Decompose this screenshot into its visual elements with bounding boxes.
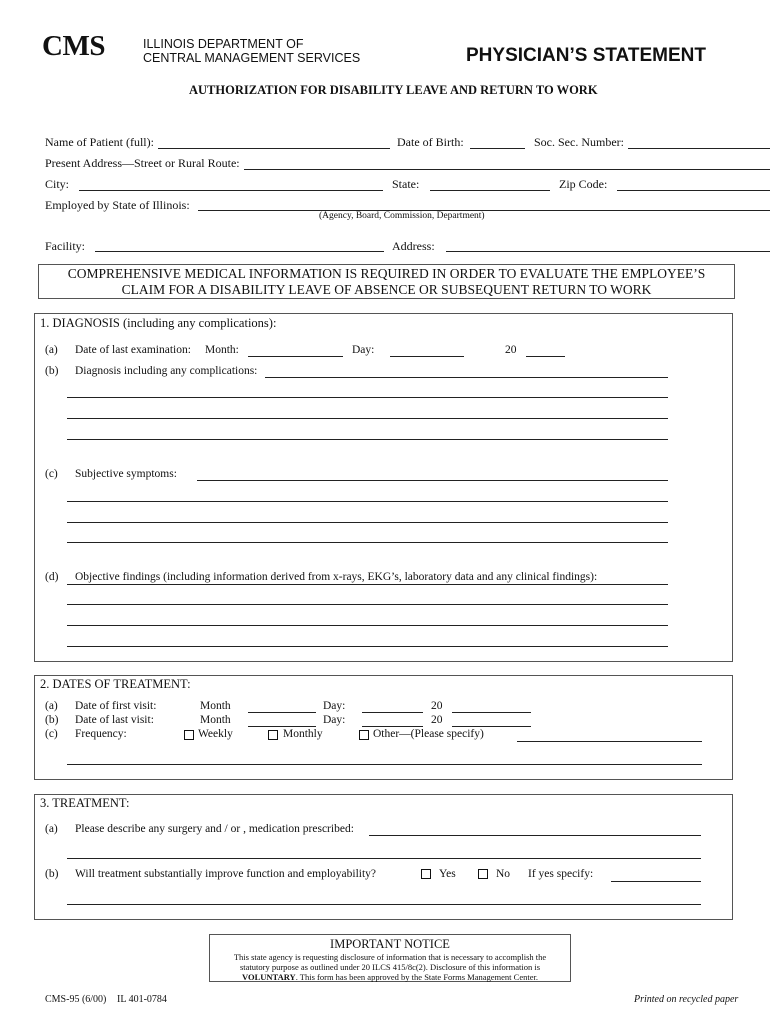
- treatment-b-marker: (b): [45, 868, 59, 880]
- voluntary-text: VOLUNTARY: [242, 972, 296, 982]
- last-exam-day-field[interactable]: [390, 356, 464, 357]
- frequency-label: Frequency:: [75, 728, 127, 740]
- no-checkbox[interactable]: [478, 869, 488, 879]
- city-field[interactable]: [79, 190, 383, 191]
- first-visit-year-prefix: 20: [431, 700, 443, 712]
- diagnosis-field-3[interactable]: [67, 418, 668, 419]
- state-field[interactable]: [430, 190, 550, 191]
- diagnosis-b-marker: (b): [45, 365, 59, 377]
- last-visit-day-field[interactable]: [362, 726, 423, 727]
- last-exam-label: Date of last examination:: [75, 344, 191, 356]
- subjective-symptoms-field-1[interactable]: [197, 480, 668, 481]
- monthly-label: Monthly: [283, 728, 323, 740]
- zip-code-label: Zip Code:: [559, 177, 608, 191]
- objective-findings-label: Objective findings (including information derived from x-rays, EKG’s, laboratory data and any clinical findings):: [75, 571, 598, 583]
- city-label: City:: [45, 177, 70, 191]
- other-label: Other—(Please specify): [373, 728, 484, 740]
- form-subtitle: AUTHORIZATION FOR DISABILITY LEAVE AND RETURN TO WORK: [189, 83, 598, 97]
- cms-logo: CMS: [42, 30, 105, 62]
- last-exam-day-label: Day:: [352, 344, 375, 356]
- if-yes-specify-label: If yes specify:: [528, 868, 594, 880]
- facility-label: Facility:: [45, 239, 85, 253]
- first-visit-year-field[interactable]: [452, 712, 531, 713]
- improve-function-label: Will treatment substantially improve function and employability?: [75, 868, 377, 880]
- weekly-checkbox[interactable]: [184, 730, 194, 740]
- department-name-line1: ILLINOIS DEPARTMENT OF: [143, 37, 304, 51]
- subjective-symptoms-label: Subjective symptoms:: [75, 468, 177, 480]
- yes-label: Yes: [439, 868, 456, 880]
- il-number: IL 401-0784: [117, 994, 167, 1005]
- objective-findings-field-1[interactable]: [67, 584, 668, 585]
- last-visit-label: Date of last visit:: [75, 714, 154, 726]
- diagnosis-field-4[interactable]: [67, 439, 668, 440]
- zip-code-field[interactable]: [617, 190, 770, 191]
- banner-line2: CLAIM FOR A DISABILITY LEAVE OF ABSENCE OR SUBSEQUENT RETURN TO WORK: [121, 282, 652, 297]
- notice-line1: This state agency is requesting disclosure of information that is necessary to accomplish the: [233, 952, 547, 962]
- last-visit-month-label: Month: [200, 714, 231, 726]
- patient-name-label: Name of Patient (full):: [45, 135, 154, 149]
- subjective-symptoms-field-3[interactable]: [67, 522, 668, 523]
- diagnosis-d-marker: (d): [45, 571, 59, 583]
- last-visit-year-prefix: 20: [431, 714, 443, 726]
- surgery-medication-field-1[interactable]: [369, 835, 701, 836]
- first-visit-day-label: Day:: [323, 700, 346, 712]
- state-label: State:: [392, 177, 420, 191]
- last-visit-month-field[interactable]: [248, 726, 316, 727]
- facility-field[interactable]: [95, 251, 384, 252]
- department-name-line2: CENTRAL MANAGEMENT SERVICES: [143, 51, 361, 65]
- first-visit-month-label: Month: [200, 700, 231, 712]
- employer-note: (Agency, Board, Commission, Department): [319, 211, 485, 221]
- diagnosis-title: 1. DIAGNOSIS (including any complications):: [40, 316, 277, 330]
- form-title: PHYSICIAN’S STATEMENT: [466, 45, 706, 66]
- treatment-a-marker: (a): [45, 823, 58, 835]
- weekly-label: Weekly: [198, 728, 233, 740]
- recycled-paper-note: Printed on recycled paper: [634, 994, 739, 1005]
- last-visit-marker: (b): [45, 714, 59, 726]
- other-specify-field[interactable]: [517, 741, 702, 742]
- treatment-section: [34, 794, 733, 920]
- frequency-marker: (c): [45, 728, 58, 740]
- other-specify-field-2[interactable]: [67, 764, 702, 765]
- diagnosis-label: Diagnosis including any complications:: [75, 365, 258, 377]
- facility-address-label: Address:: [392, 239, 435, 253]
- subjective-symptoms-field-4[interactable]: [67, 542, 668, 543]
- diagnosis-a-marker: (a): [45, 344, 58, 356]
- last-exam-month-field[interactable]: [248, 356, 343, 357]
- no-label: No: [496, 868, 511, 880]
- surgery-medication-label: Please describe any surgery and / or , medication prescribed:: [75, 823, 354, 835]
- important-notice-title: IMPORTANT NOTICE: [330, 937, 450, 951]
- yes-checkbox[interactable]: [421, 869, 431, 879]
- if-yes-specify-field[interactable]: [611, 881, 701, 882]
- employer-label: Employed by State of Illinois:: [45, 198, 190, 212]
- treatment-title: 3. TREATMENT:: [40, 796, 130, 810]
- first-visit-day-field[interactable]: [362, 712, 423, 713]
- other-checkbox[interactable]: [359, 730, 369, 740]
- monthly-checkbox[interactable]: [268, 730, 278, 740]
- last-exam-year-prefix: 20: [505, 344, 517, 356]
- patient-name-field[interactable]: [158, 148, 390, 149]
- first-visit-month-field[interactable]: [248, 712, 316, 713]
- address-label: Present Address—Street or Rural Route:: [45, 156, 240, 170]
- objective-findings-field-2[interactable]: [67, 604, 668, 605]
- diagnosis-field-1[interactable]: [265, 377, 668, 378]
- diagnosis-c-marker: (c): [45, 468, 58, 480]
- first-visit-label: Date of first visit:: [75, 700, 157, 712]
- address-field[interactable]: [244, 169, 770, 170]
- facility-address-field[interactable]: [446, 251, 770, 252]
- ssn-field[interactable]: [628, 148, 770, 149]
- surgery-medication-field-2[interactable]: [67, 858, 701, 859]
- last-visit-year-field[interactable]: [452, 726, 531, 727]
- last-exam-month-label: Month:: [205, 344, 239, 356]
- banner-line1: COMPREHENSIVE MEDICAL INFORMATION IS REQUIRED IN ORDER TO EVALUATE THE EMPLOYEE’S: [67, 266, 706, 281]
- dates-title: 2. DATES OF TREATMENT:: [40, 677, 191, 691]
- notice-line3-rest: . This form has been approved by the State Forms Management Center.: [295, 972, 538, 982]
- diagnosis-field-2[interactable]: [67, 397, 668, 398]
- notice-line2: statutory purpose as outlined under 20 ILCS 415/8c(2). Disclosure of this information is: [239, 962, 541, 972]
- notice-banner: [38, 264, 735, 299]
- if-yes-specify-field-2[interactable]: [67, 904, 701, 905]
- last-exam-year-field[interactable]: [526, 356, 565, 357]
- objective-findings-field-4[interactable]: [67, 646, 668, 647]
- form-number: CMS-95 (6/00): [45, 994, 107, 1005]
- subjective-symptoms-field-2[interactable]: [67, 501, 668, 502]
- date-of-birth-field[interactable]: [470, 148, 525, 149]
- last-visit-day-label: Day:: [323, 714, 346, 726]
- first-visit-marker: (a): [45, 700, 58, 712]
- notice-line3: [210, 972, 570, 982]
- objective-findings-field-3[interactable]: [67, 625, 668, 626]
- important-notice-box: [209, 934, 571, 982]
- ssn-label: Soc. Sec. Number:: [534, 135, 624, 149]
- date-of-birth-label: Date of Birth:: [397, 135, 464, 149]
